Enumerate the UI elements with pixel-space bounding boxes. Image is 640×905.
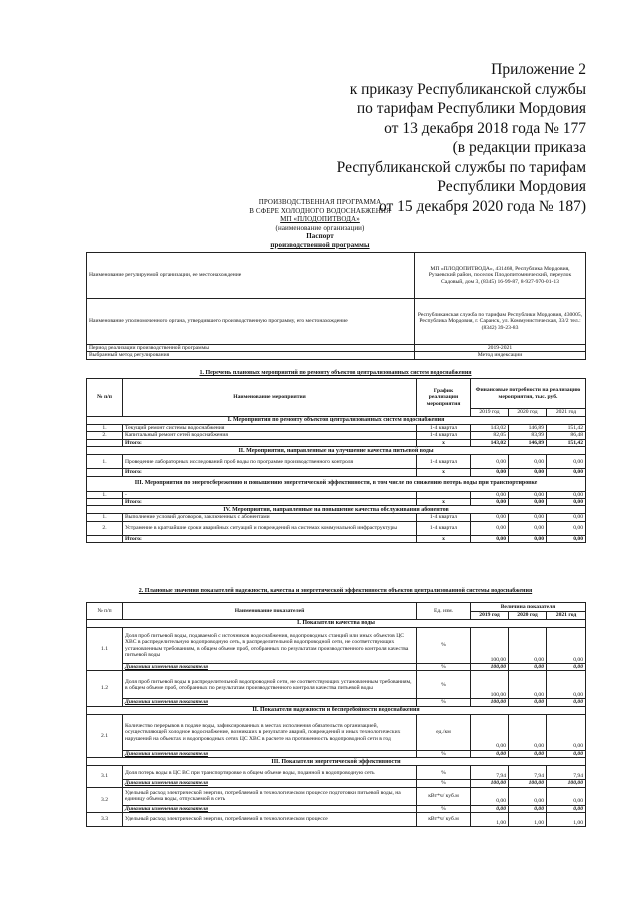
row-name: Текущий ремонт системы водоснабжения [123,425,417,432]
row-value-2021: 0,00 [547,671,586,699]
row-value-2020: 0,00 [509,714,547,750]
header-line: от 13 декабря 2018 года № 177 [384,119,586,137]
row-name: Доля потерь воды в ЦС ВС при транспортировке в общем объеме воды, поданной в водопроводную сеть [123,766,417,780]
dynamics-2021: 0,00 [547,805,586,812]
row-unit: кВт*ч/ куб.м [417,813,471,827]
table-row [87,432,586,439]
dynamics-unit: % [417,699,471,706]
program-title [0,198,640,250]
dynamics-2020: 0,00 [509,805,547,812]
passport-row [87,299,586,345]
dynamics-2020: 0,00 [509,750,547,757]
passport-title: Паспорт [306,232,334,241]
total-label: Итого: [123,439,417,446]
measures-table [86,378,586,543]
col-schedule: График реализации мероприятия [417,379,471,417]
dynamics-2021: 0,00 [547,699,586,706]
col-num: № п/п [87,379,123,417]
col-name: Наименование мероприятия [123,379,417,417]
row-schedule: 1-4 квартал [417,425,471,432]
row-value-2019: 7,94 [471,766,509,780]
row-value-2021: 86,48 [547,432,586,439]
passport-value: МП «ПЛОДОПИТВОДА», 431468, Республика Мордовия, Рузаевский район, поселок Плодопитомнический, переулок Садовый, дом 3, (8345) 16-99-87, 8-927-970-01-13 [415,253,586,299]
dynamics-2019: 0,00 [471,805,509,812]
group-title-row [87,417,586,425]
total-2020: 0,00 [509,535,547,542]
row-value-2019: 0,00 [471,455,509,469]
row-value-2020: 83,99 [509,432,547,439]
dynamics-label: Динамика изменения показателя [123,805,417,812]
table-row [87,491,586,498]
row-name: Количество перерывов в подаче воды, зафиксированных в местах исполнения обязательств организацией, осуществляющей холодное водоснабжение, возникших в результате аварий, повреждений и иных технологических нарушений на объектах и водопроводных сетях ЦС ХВС в расчете на протяженность водопроводной сети в год [123,714,417,750]
row-num: 1. [87,514,123,521]
header-line: Республиканской службы по тарифам [336,158,586,176]
header-line: Приложение 2 [491,61,586,78]
row-name: Выполнение условий договоров, заключенных с абонентами [123,514,417,521]
row-value-2019: 1,00 [471,813,509,827]
row-num: 1. [87,455,123,469]
row-value-2020: 146,89 [509,425,547,432]
row-value-2019: 100,00 [471,628,509,664]
passport-label: Период реализации производственной программы [87,345,415,352]
col-name: Наименование показателей [123,603,417,620]
indicator-row [87,813,586,827]
dynamics-row [87,664,586,671]
indicators-body [87,620,586,827]
group-title-row [87,758,586,766]
table-header-row [87,379,586,409]
dynamics-label: Динамика изменения показателя [123,699,417,706]
dynamics-2019: 0,00 [471,750,509,757]
total-row [87,499,586,506]
total-2020: 146,89 [509,439,547,446]
total-schedule: х [417,499,471,506]
total-2019: 0,00 [471,469,509,476]
total-row [87,469,586,476]
dynamics-unit: % [417,780,471,787]
row-num: 2.1 [87,714,123,757]
indicator-row [87,628,586,664]
row-name: Доля проб питьевой воды в распределительной водопроводной сети, не соответствующих установленным требованиям, в общем объеме проб, отобранных по результатам производственного контроля качества питьевой воды [123,671,417,699]
dynamics-row [87,699,586,706]
table-row [87,425,586,432]
total-2021: 151,42 [547,439,586,446]
total-schedule: х [417,469,471,476]
col-2021: 2021 год [547,612,586,620]
organization-name: МП «ПЛОДОПИТВОДА» [280,215,360,224]
section1-title: 1. Перечень плановых мероприятий по ремонту объектов централизованных систем водоснабжения [199,370,472,376]
dynamics-unit: % [417,805,471,812]
table-row [87,455,586,469]
dynamics-label: Динамика изменения показателя [123,780,417,787]
dynamics-row [87,805,586,812]
indicator-row [87,766,586,780]
total-row [87,439,586,446]
header-line: Республики Мордовия [437,178,586,195]
indicators-table [86,602,586,827]
row-num: 1.1 [87,628,123,671]
row-schedule: 1-4 квартал [417,455,471,469]
dynamics-row [87,750,586,757]
passport-value: 2019-2021 [415,345,586,352]
total-num [87,439,123,446]
group-title-row [87,706,586,714]
section2-title: 2. Плановые значения показателей надежности, качества и энергетической эффективности объектов централизованной системы водоснабжения [138,588,533,594]
group-title-row [87,506,586,514]
row-value-2021: 0,00 [547,455,586,469]
row-value-2021: 0,00 [547,787,586,805]
group-title-row [87,476,586,491]
total-schedule: х [417,439,471,446]
total-schedule: х [417,535,471,542]
row-value-2021: 7,94 [547,766,586,780]
row-name: Проведение лабораторных исследований проб воды по программе производственного контроля [123,455,417,469]
group-title: I. Мероприятия по ремонту объектов централизованных систем водоснабжения [87,417,586,425]
col-num: № п/п [87,603,123,620]
row-num: 3.2 [87,787,123,812]
col-2020: 2020 год [509,612,547,620]
table-row [87,514,586,521]
col-2021: 2021 год [547,409,586,417]
dynamics-2021: 100,00 [547,780,586,787]
row-value-2019: 0,00 [471,491,509,498]
row-value-2020: 1,00 [509,813,547,827]
row-num: 1. [87,425,123,432]
col-2019: 2019 год [471,409,509,417]
row-num: 3.3 [87,813,123,827]
group-title-row [87,620,586,628]
col-values: Величина показателя [471,603,586,612]
row-num: 2. [87,521,123,535]
row-value-2021: 1,00 [547,813,586,827]
dynamics-label: Динамика изменения показателя [123,750,417,757]
total-2019: 143,02 [471,439,509,446]
total-num [87,499,123,506]
row-value-2019: 0,00 [471,521,509,535]
row-value-2021: 0,00 [547,521,586,535]
row-value-2019: 82,05 [471,432,509,439]
group-title: III. Мероприятия по энергосбережению и повышению энергетической эффективности, в том числе по снижению потерь воды при транспортировке [87,476,586,491]
dynamics-unit: % [417,664,471,671]
row-name: Капитальный ремонт сетей водоснабжения [123,432,417,439]
dynamics-unit: % [417,750,471,757]
row-value-2019: 143,02 [471,425,509,432]
row-value-2020: 0,00 [509,628,547,664]
dynamics-2019: 100,00 [471,664,509,671]
passport-value: Метод индексации [415,352,586,359]
row-num: 3.1 [87,766,123,787]
row-name: Удельный расход электрической энергии, потребляемой в технологическом процессе подготовки питьевой воды, на единицу объема воды, отпускаемой в сеть [123,787,417,805]
col-2019: 2019 год [471,612,509,620]
row-name: Доля проб питьевой воды, подаваемой с источников водоснабжения, водопроводных станций или иных объектов ЦС ХВС в распределительную водопроводную сеть, в распределительной водопроводной сети, не соответствующих установленным требованиям, в общем объеме проб, отобранных по результатам производственного контроля качества питьевой воды [123,628,417,664]
group-title: II. Мероприятия, направленные на улучшение качества питьевой воды [87,447,586,455]
indicator-row [87,714,586,750]
row-value-2020: 0,00 [509,455,547,469]
row-unit: % [417,628,471,664]
row-value-2021: 0,00 [547,491,586,498]
row-name: - [123,491,417,498]
total-num [87,535,123,542]
header-line: от 15 декабря 2020 года № 187) [378,197,586,215]
row-schedule [417,491,471,498]
row-name: Удельный расход электрической энергии, потребляемой в технологическом процессе [123,813,417,827]
row-schedule: 1-4 квартал [417,514,471,521]
indicator-row [87,671,586,699]
row-name: Устранение в кратчайшие сроки аварийных ситуаций и повреждений на системах коммунальной инфраструктуры [123,521,417,535]
header-line: к приказу Республиканской службы [349,80,586,98]
total-label: Итого: [123,469,417,476]
total-2020: 0,00 [509,469,547,476]
passport-subtitle: производственной программы [270,240,370,249]
row-value-2019: 0,00 [471,787,509,805]
group-title: I. Показатели качества воды [87,620,586,628]
table-row [87,521,586,535]
dynamics-2020: 100,00 [509,780,547,787]
row-unit: ед./км [417,714,471,750]
dynamics-2019: 100,00 [471,699,509,706]
passport-row [87,253,586,299]
row-num: 1.2 [87,671,123,706]
row-schedule: 1-4 квартал [417,432,471,439]
table-header-row [87,603,586,612]
program-title-line2: В СФЕРЕ ХОЛОДНОГО ВОДОСНАБЖЕНИЯ [249,206,391,215]
total-2020: 0,00 [509,499,547,506]
row-value-2020: 0,00 [509,671,547,699]
header-line: по тарифам Республики Мордовия [356,100,586,117]
passport-table [86,252,586,360]
group-title: II. Показатели надежности и бесперебойности водоснабжения [87,706,586,714]
row-value-2019: 0,00 [471,514,509,521]
dynamics-label: Динамика изменения показателя [123,664,417,671]
dynamics-row [87,780,586,787]
row-value-2019: 100,00 [471,671,509,699]
total-row [87,535,586,542]
organization-caption: (наименование организации) [275,223,365,232]
row-value-2020: 0,00 [509,521,547,535]
program-title-line1: ПРОИЗВОДСТВЕННАЯ ПРОГРАММА [258,198,382,206]
col-2020: 2020 год [509,409,547,417]
row-value-2019: 0,00 [471,714,509,750]
passport-row [87,345,586,352]
total-label: Итого: [123,499,417,506]
passport-label: Выбранный метод регулирования [87,352,415,359]
total-2021: 0,00 [547,469,586,476]
total-label: Итого: [123,535,417,542]
row-unit: кВт*ч/ куб.м [417,787,471,805]
col-finance: Финансовые потребности на реализацию мероприятия, тыс. руб. [471,379,586,409]
measures-body [87,417,586,543]
row-num: 2. [87,432,123,439]
dynamics-2020: 0,00 [509,664,547,671]
group-title: III. Показатели энергетической эффективности [87,758,586,766]
passport-label: Наименование уполномоченного органа, утвердившего производственную программу, его местонахождение [87,299,415,345]
row-unit: % [417,766,471,780]
indicator-row [87,787,586,805]
row-num: 1. [87,491,123,498]
total-2021: 0,00 [547,499,586,506]
row-schedule: 1-4 квартал [417,521,471,535]
passport-label: Наименование регулируемой организации, ее местонахождение [87,253,415,299]
passport-row [87,352,586,359]
dynamics-2020: 0,00 [509,699,547,706]
dynamics-2019: 100,00 [471,780,509,787]
row-unit: % [417,671,471,699]
row-value-2020: 7,94 [509,766,547,780]
row-value-2020: 0,00 [509,787,547,805]
total-2019: 0,00 [471,535,509,542]
dynamics-2021: 0,00 [547,750,586,757]
row-value-2021: 151,42 [547,425,586,432]
row-value-2021: 0,00 [547,514,586,521]
total-num [87,469,123,476]
header-line: (в редакции приказа [452,139,586,156]
row-value-2021: 0,00 [547,628,586,664]
row-value-2020: 0,00 [509,491,547,498]
group-title: IV. Мероприятия, направленные на повышение качества обслуживания абонентов [87,506,586,514]
col-unit: Ед. изм. [417,603,471,620]
row-value-2021: 0,00 [547,714,586,750]
total-2019: 0,00 [471,499,509,506]
row-value-2020: 0,00 [509,514,547,521]
dynamics-2021: 0,00 [547,664,586,671]
total-2021: 0,00 [547,535,586,542]
passport-value: Республиканская служба по тарифам Республики Мордовия, 430005, Республика Мордовия, г. Саранск, ул. Коммунистическая, 33/2 тел.: (8342) 39-23-83 [415,299,586,345]
appendix-header [296,60,586,216]
group-title-row [87,447,586,455]
